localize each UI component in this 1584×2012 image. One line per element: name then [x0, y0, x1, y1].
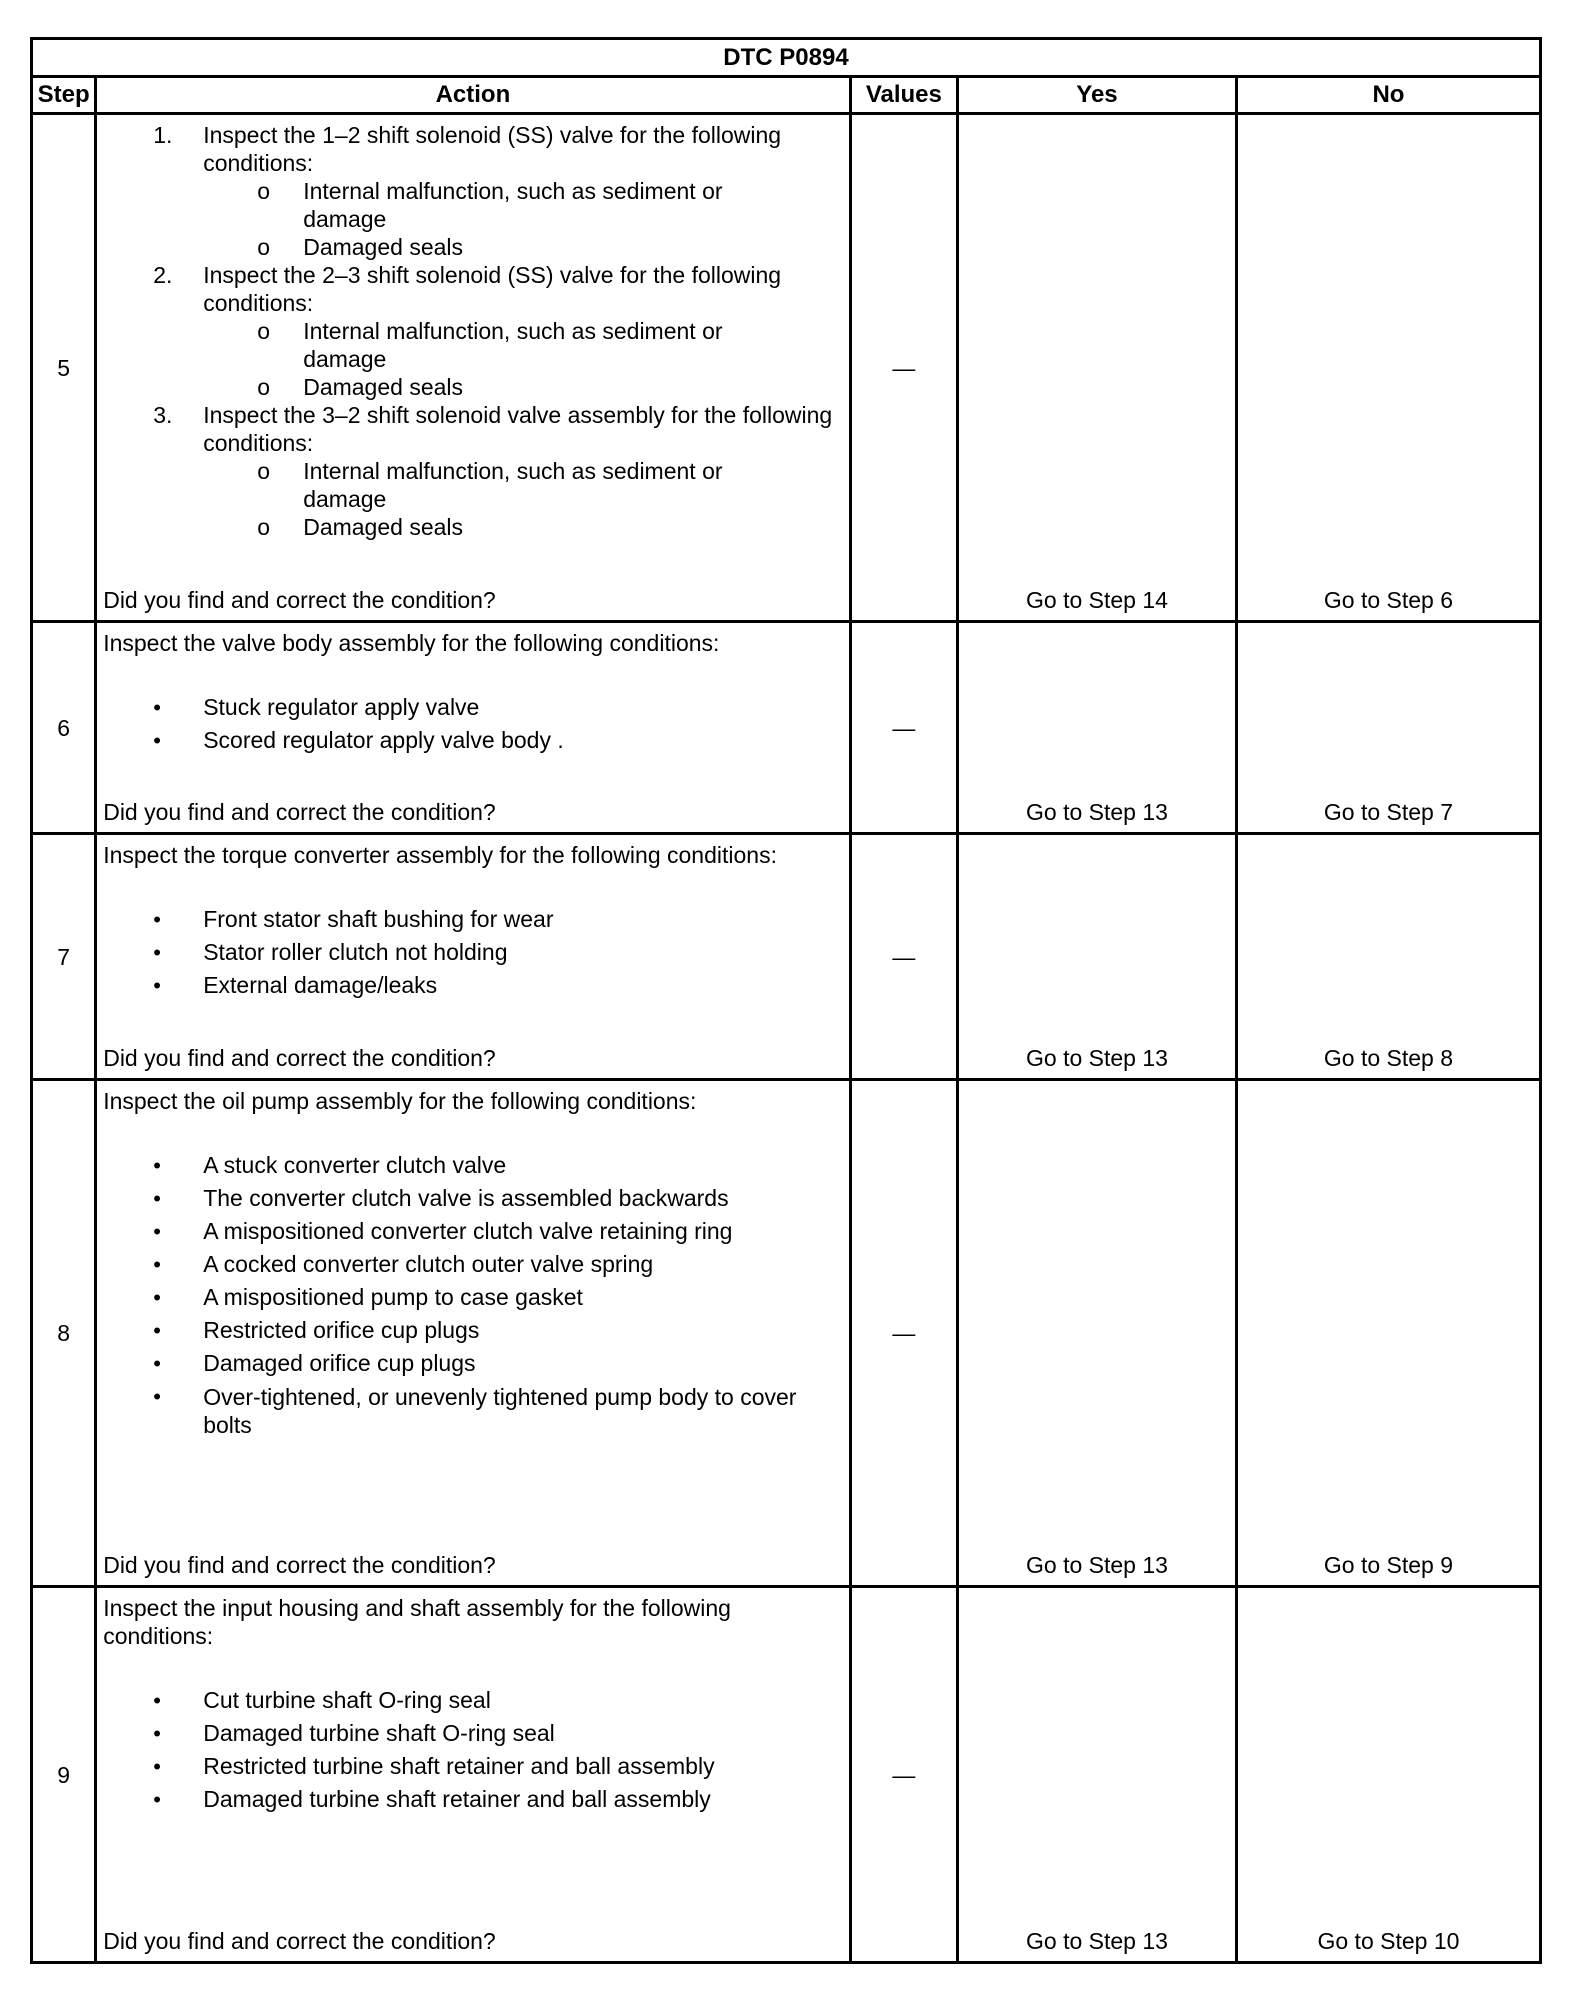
action-intro: Inspect the torque converter assembly for the following conditions: [103, 842, 777, 868]
list-item [103, 724, 842, 757]
sub-list [203, 177, 842, 261]
no-cell [1236, 1587, 1540, 1963]
list-item-text: Inspect the 1–2 shift solenoid (SS) valve for the following conditions: [203, 122, 782, 176]
bullet-marker: • [153, 907, 161, 932]
list-item-text: A stuck converter clutch valve [203, 1152, 507, 1178]
table-row-step-6 [32, 622, 1541, 834]
no-goto-link[interactable]: Go to Step 8 [1323, 1045, 1454, 1071]
bullet-marker: • [153, 1754, 161, 1779]
list-item-text: A cocked converter clutch outer valve spring [203, 1251, 654, 1277]
list-item [103, 691, 842, 724]
step-number: 8 [32, 1080, 96, 1587]
action-intro: Inspect the input housing and shaft assembly for the following conditions: [103, 1595, 731, 1649]
table-title-row [32, 39, 1541, 77]
list-item-text: Front stator shaft bushing for wear [203, 906, 554, 932]
sub-marker: o [257, 234, 270, 260]
yes-goto-link[interactable]: Go to Step 13 [1026, 1928, 1168, 1954]
bullet-marker: • [153, 1688, 161, 1713]
list-item [103, 936, 842, 969]
table-row-step-5 [32, 114, 1541, 622]
table-header-row [32, 77, 1541, 114]
list-number: 2. [153, 262, 173, 288]
action-cell [96, 114, 850, 622]
list-item [103, 1182, 842, 1215]
list-item [103, 1684, 842, 1717]
no-goto-link[interactable]: Go to Step 6 [1323, 587, 1454, 613]
sub-list-item [103, 373, 842, 401]
bullet-marker: • [153, 1153, 161, 1178]
list-item [103, 903, 842, 936]
bullet-list [103, 903, 842, 1002]
list-item [103, 1750, 842, 1783]
yes-goto-link[interactable]: Go to Step 14 [1026, 587, 1168, 613]
action-intro: Inspect the valve body assembly for the following conditions: [103, 630, 720, 656]
sub-item-text: Damaged seals [303, 234, 464, 260]
sub-list [203, 457, 842, 541]
step-number: 9 [32, 1587, 96, 1963]
step-number: 6 [32, 622, 96, 834]
yes-cell [958, 1587, 1237, 1963]
sub-item-text: Damaged seals [303, 514, 464, 540]
action-cell [96, 834, 850, 1080]
list-item [103, 1783, 842, 1816]
dtc-table [30, 37, 1542, 1964]
list-item-text: Over-tightened, or unevenly tightened pump body to cover bolts [203, 1384, 797, 1438]
bullet-marker: • [153, 1721, 161, 1746]
sub-item-text: Internal malfunction, such as sediment or damage [303, 458, 723, 512]
yes-cell [958, 834, 1237, 1080]
sub-item-text: Internal malfunction, such as sediment or damage [303, 178, 723, 232]
list-item-text: Inspect the 3–2 shift solenoid valve assembly for the following conditions: [203, 402, 833, 456]
table-title: DTC P0894 [32, 39, 1541, 77]
bullet-marker: • [153, 973, 161, 998]
bullet-marker: • [153, 728, 161, 753]
no-cell [1236, 622, 1540, 834]
question-text: Did you find and correct the condition? [103, 799, 496, 825]
header-no: No [1236, 77, 1540, 114]
no-goto-link[interactable]: Go to Step 10 [1317, 1928, 1460, 1954]
list-item-text: Scored regulator apply valve body . [203, 727, 564, 753]
list-item [103, 1281, 842, 1314]
sub-list-item [103, 457, 842, 513]
bullet-list [103, 1684, 842, 1816]
bullet-marker: • [153, 1186, 161, 1211]
table-row-step-8 [32, 1080, 1541, 1587]
values-cell: — [850, 1080, 957, 1587]
values-cell: — [850, 834, 957, 1080]
table-row-step-7 [32, 834, 1541, 1080]
bullet-marker: • [153, 1318, 161, 1343]
action-cell [96, 1587, 850, 1963]
list-item-text: Damaged turbine shaft retainer and ball assembly [203, 1786, 711, 1812]
list-item [103, 1314, 842, 1347]
no-cell [1236, 1080, 1540, 1587]
bullet-marker: • [153, 1285, 161, 1310]
step-number: 5 [32, 114, 96, 622]
bullet-marker: • [153, 1384, 161, 1409]
sub-marker: o [257, 318, 270, 344]
sub-list-item [103, 177, 842, 233]
list-item-text: A mispositioned converter clutch valve retaining ring [203, 1218, 733, 1244]
bullet-marker: • [153, 940, 161, 965]
bullet-marker: • [153, 695, 161, 720]
yes-goto-link[interactable]: Go to Step 13 [1026, 1552, 1168, 1578]
list-item [103, 1347, 842, 1380]
header-action: Action [96, 77, 850, 114]
bullet-marker: • [153, 1252, 161, 1277]
sub-list [203, 317, 842, 401]
sub-list-item [103, 233, 842, 261]
values-cell: — [850, 114, 957, 622]
list-number: 3. [153, 402, 173, 428]
yes-cell [958, 622, 1237, 834]
list-item-text: Damaged orifice cup plugs [203, 1350, 476, 1376]
header-values: Values [850, 77, 957, 114]
sub-list-item [103, 317, 842, 373]
list-item [103, 261, 842, 401]
sub-item-text: Damaged seals [303, 374, 464, 400]
list-item [103, 1248, 842, 1281]
list-item-text: Stator roller clutch not holding [203, 939, 508, 965]
bullet-list [103, 1149, 842, 1439]
list-item [103, 1717, 842, 1750]
sub-item-text: Internal malfunction, such as sediment or damage [303, 318, 723, 372]
numbered-list [103, 121, 842, 541]
bullet-marker: • [153, 1787, 161, 1812]
yes-goto-link[interactable]: Go to Step 13 [1026, 1045, 1168, 1071]
sub-marker: o [257, 514, 270, 540]
table-row-step-9 [32, 1587, 1541, 1963]
sub-marker: o [257, 374, 270, 400]
list-item [103, 969, 842, 1002]
list-item-text: Restricted orifice cup plugs [203, 1317, 480, 1343]
list-item-text: Stuck regulator apply valve [203, 694, 480, 720]
yes-cell [958, 114, 1237, 622]
list-item-text: A mispositioned pump to case gasket [203, 1284, 583, 1310]
list-item [103, 121, 842, 261]
values-cell: — [850, 622, 957, 834]
bullet-marker: • [153, 1351, 161, 1376]
no-cell [1236, 834, 1540, 1080]
list-item [103, 1215, 842, 1248]
sub-marker: o [257, 458, 270, 484]
list-item [103, 401, 842, 541]
header-step: Step [32, 77, 96, 114]
question-text: Did you find and correct the condition? [103, 1928, 496, 1954]
action-cell [96, 1080, 850, 1587]
yes-goto-link[interactable]: Go to Step 13 [1026, 799, 1168, 825]
list-number: 1. [153, 122, 173, 148]
sub-list-item [103, 513, 842, 541]
no-cell [1236, 114, 1540, 622]
list-item-text: External damage/leaks [203, 972, 438, 998]
question-text: Did you find and correct the condition? [103, 587, 496, 613]
list-item [103, 1380, 842, 1439]
list-item [103, 1149, 842, 1182]
bullet-list [103, 691, 842, 757]
no-goto-link[interactable]: Go to Step 7 [1323, 799, 1454, 825]
action-cell [96, 622, 850, 834]
values-cell: — [850, 1587, 957, 1963]
list-item-text: Restricted turbine shaft retainer and ball assembly [203, 1753, 715, 1779]
question-text: Did you find and correct the condition? [103, 1045, 496, 1071]
step-number: 7 [32, 834, 96, 1080]
action-intro: Inspect the oil pump assembly for the following conditions: [103, 1088, 697, 1114]
yes-cell [958, 1080, 1237, 1587]
question-text: Did you find and correct the condition? [103, 1552, 496, 1578]
sub-marker: o [257, 178, 270, 204]
list-item-text: The converter clutch valve is assembled backwards [203, 1185, 729, 1211]
bullet-marker: • [153, 1219, 161, 1244]
list-item-text: Cut turbine shaft O-ring seal [203, 1687, 491, 1713]
list-item-text: Damaged turbine shaft O-ring seal [203, 1720, 555, 1746]
list-item-text: Inspect the 2–3 shift solenoid (SS) valve for the following conditions: [203, 262, 782, 316]
header-yes: Yes [958, 77, 1237, 114]
no-goto-link[interactable]: Go to Step 9 [1323, 1552, 1454, 1578]
